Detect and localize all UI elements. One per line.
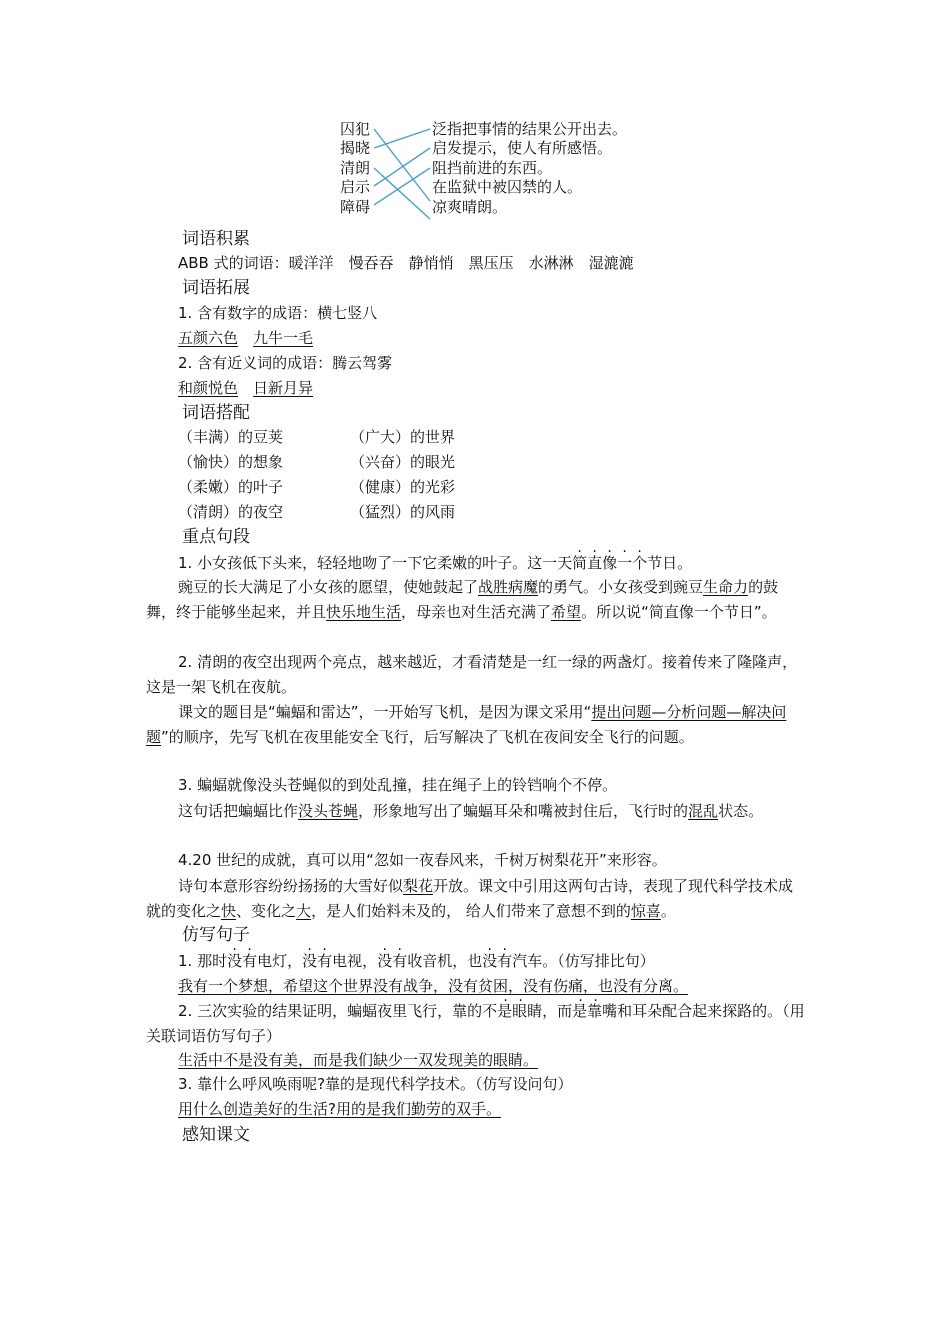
dotted-emphasis: [572, 554, 647, 572]
emphasis-char: 没: [227, 952, 243, 970]
emphasis-char: 是: [497, 1002, 513, 1020]
dotted-emphasis: [482, 1002, 512, 1020]
imitate-question-1: 1. 那时没有电灯，没有电视，没有收音机，也没有汽车。（仿写排比句）: [178, 952, 655, 970]
word-matching-figure: [340, 118, 660, 226]
key-sentence-3: 3. 蝙蝠就像没头苍蝇似的到处乱撞，挂在绳子上的铃铛响个不停。: [178, 776, 618, 794]
match-right-meaning: 阻挡前进的东西。: [432, 159, 553, 177]
abb-words-line: ABB 式的词语：暖洋洋 慢吞吞 静悄悄 黑压压 水淋淋 湿漉漉: [178, 254, 634, 272]
section-heading-accumulate: 词语积累: [182, 229, 250, 249]
match-right-meaning: 泛指把事情的结果公开出去。: [432, 120, 628, 138]
match-line: [374, 148, 430, 186]
emphasis-char: 像: [602, 554, 618, 572]
answer-underline: 混乱: [688, 802, 719, 820]
section-heading-perceive: 感知课文: [182, 1125, 250, 1145]
emphasis-char: 有: [497, 952, 513, 970]
key-analysis-2: 课文的题目是“蝙蝠和雷达”，一开始写飞机，是因为课文采用“提出问题—分析问题—解决问题”的顺序，先写飞机在夜里能安全飞行，后写解决了飞机在夜间安全飞行的问题。: [146, 703, 787, 746]
imitate-answer-2: 生活中不是没有美，而是我们缺少一双发现美的眼睛。: [178, 1051, 539, 1069]
match-line: [374, 168, 430, 219]
imitate-question-2: 2. 三次实验的结果证明，蝙蝠夜里飞行，靠的不是眼睛，而是靠嘴和耳朵配合起来探路的。（用关联词语仿写句子）: [146, 1002, 805, 1045]
key-analysis-1: 豌豆的长大满足了小女孩的愿望，使她鼓起了战胜病魔的勇气。小女孩受到豌豆生命力的鼓舞，终于能够坐起来，并且快乐地生活，母亲也对生活充满了希望。所以说“简直像一个节日”。: [146, 578, 779, 621]
answer-underline: 梨花: [403, 877, 434, 895]
emphasis-char: 没: [482, 952, 498, 970]
answer-idiom: 九牛一毛: [253, 329, 314, 347]
collocation-item: （猛烈）的风雨: [350, 503, 456, 521]
answer-underline: 希望: [551, 603, 582, 621]
collocation-item: （兴奋）的眼光: [350, 453, 456, 471]
collocation-item: （丰满）的豆荚: [178, 428, 284, 446]
dotted-emphasis: [227, 952, 257, 970]
key-sentence-4: 4.20 世纪的成就，真可以用“忽如一夜春风来，千树万树梨花开”来形容。: [178, 851, 667, 869]
answer-underline: 惊喜: [630, 902, 661, 920]
section-heading-expand: 词语拓展: [182, 278, 250, 298]
section-heading-key-sentences: 重点句段: [182, 527, 250, 547]
key-analysis-4: 诗句本意形容纷纷扬扬的大雪好似梨花开放。课文中引用这两句古诗，表现了现代科学技术成就的变化之快、变化之大，是人们始料未及的， 给人们带来了意想不到的惊喜。: [146, 877, 794, 920]
answer-underline: 生命力: [703, 578, 749, 596]
answer-underline: 快乐地生活: [326, 603, 402, 621]
imitate-question-3: 3. 靠什么呼风唤雨呢?靠的是现代科学技术。（仿写设问句）: [178, 1075, 573, 1093]
collocation-item: （柔嫩）的叶子: [178, 478, 284, 496]
match-left-word: 揭晓: [340, 139, 371, 157]
match-left-word: 启示: [340, 178, 371, 196]
section-heading-collocation: 词语搭配: [182, 403, 250, 423]
emphasis-char: 没: [302, 952, 318, 970]
emphasis-char: 有: [392, 952, 408, 970]
dotted-emphasis: [557, 1002, 587, 1020]
expand-item-1: 1. 含有数字的成语：横七竖八: [178, 304, 378, 322]
answer-underline: 没头苍蝇: [298, 802, 359, 820]
key-sentence-2: 2. 清朗的夜空出现两个亮点，越来越近，才看清楚是一红一绿的两盏灯。接着传来了隆隆声，这是一架飞机在夜航。: [146, 653, 798, 696]
match-right-meaning: 在监狱中被囚禁的人。: [432, 178, 583, 196]
match-right-meaning: 启发提示，使人有所感悟。: [432, 139, 613, 157]
answer-idiom: 日新月异: [253, 379, 314, 397]
match-line: [374, 129, 430, 148]
match-left-word: 清朗: [340, 159, 371, 177]
key-sentence-1: 1. 小女孩低下头来，轻轻地吻了一下它柔嫩的叶子。这一天简直像一个节日。: [178, 554, 693, 572]
expand-answers-1: [178, 327, 313, 349]
section-heading-imitate: 仿写句子: [182, 925, 250, 945]
collocation-item: （健康）的光彩: [350, 478, 456, 496]
emphasis-char: 而: [557, 1002, 573, 1020]
emphasis-char: 个: [632, 554, 648, 572]
answer-underline: 战胜病魔: [478, 578, 539, 596]
key-analysis-3: 这句话把蝙蝠比作没头苍蝇，形象地写出了蝙蝠耳朵和嘴被封住后，飞行时的混乱状态。: [178, 802, 764, 820]
collocation-item: （广大）的世界: [350, 428, 456, 446]
expand-item-2: 2. 含有近义词的成语：腾云驾雾: [178, 354, 393, 372]
match-line: [374, 168, 430, 205]
emphasis-char: 是: [572, 1002, 588, 1020]
dotted-emphasis: [302, 952, 332, 970]
imitate-answer-3: 用什么创造美好的生活?用的是我们勤劳的双手。: [178, 1100, 501, 1118]
answer-underline: 快: [221, 902, 237, 920]
expand-answers-2: [178, 377, 313, 399]
match-line: [374, 129, 430, 201]
imitate-answer-1: 我有一个梦想，希望这个世界没有战争，没有贫困，没有伤痛，也没有分离。: [178, 977, 689, 995]
match-left-word: 囚犯: [340, 120, 371, 138]
collocation-item: （愉快）的想象: [178, 453, 284, 471]
emphasis-char: 没: [377, 952, 393, 970]
answer-idiom: 五颜六色: [178, 329, 239, 347]
match-right-meaning: 凉爽晴朗。: [432, 198, 508, 216]
emphasis-char: 直: [587, 554, 603, 572]
emphasis-char: 一: [617, 554, 633, 572]
emphasis-char: 有: [317, 952, 333, 970]
match-left-word: 障碍: [340, 198, 371, 216]
answer-idiom: 和颜悦色: [178, 379, 239, 397]
answer-underline: 提出问题—分析问题—解决问题: [146, 703, 787, 746]
collocation-item: （清朗）的夜空: [178, 503, 284, 521]
dotted-emphasis: [377, 952, 407, 970]
emphasis-char: 不: [482, 1002, 498, 1020]
answer-underline: 大: [296, 902, 312, 920]
emphasis-char: 简: [572, 554, 588, 572]
dotted-emphasis: [482, 952, 512, 970]
emphasis-char: 有: [242, 952, 258, 970]
